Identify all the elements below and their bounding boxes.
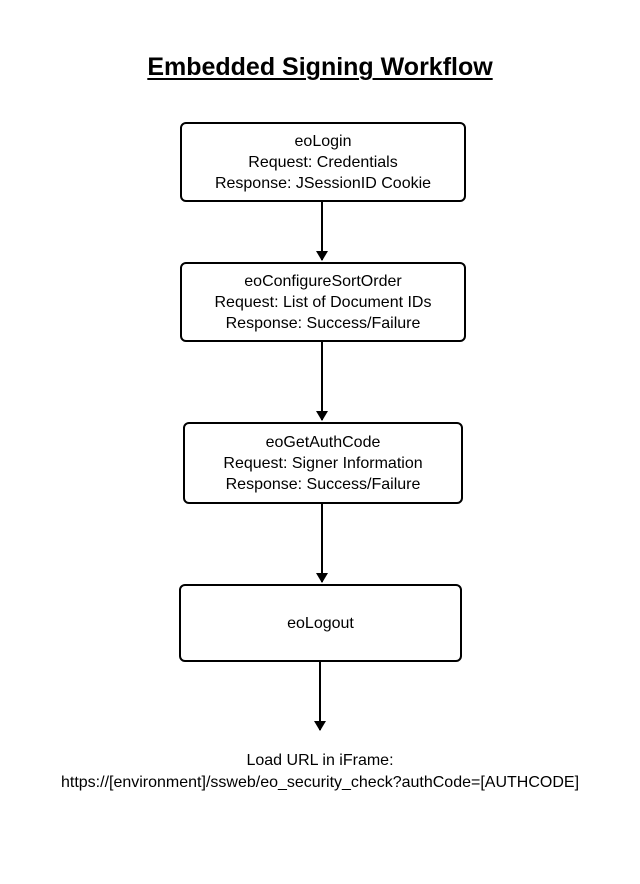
load-url-value: https://[environment]/ssweb/eo_security_check?authCode=[AUTHCODE]: [60, 774, 580, 791]
load-url-note: [0, 750, 640, 794]
step-name: eoLogin: [294, 132, 352, 150]
step-name: eoConfigureSortOrder: [244, 272, 402, 290]
step-request: Request: List of Document IDs: [214, 293, 432, 311]
step-name: eoLogout: [287, 614, 354, 632]
step-box-eologout: [179, 584, 462, 662]
step-response: Response: JSessionID Cookie: [214, 174, 432, 192]
step-box-eoconfiguresortorder: [180, 262, 466, 342]
step-response: Response: Success/Failure: [225, 475, 421, 493]
step-response: Response: Success/Failure: [225, 314, 421, 332]
step-name: eoGetAuthCode: [265, 433, 381, 451]
step-request: Request: Signer Information: [223, 454, 423, 472]
step-box-eogetauthcode: [183, 422, 463, 504]
load-url-label: Load URL in iFrame:: [246, 752, 394, 769]
page-title: Embedded Signing Workflow: [147, 53, 493, 81]
step-request: Request: Credentials: [248, 153, 398, 171]
step-box-eologin: [180, 122, 466, 202]
